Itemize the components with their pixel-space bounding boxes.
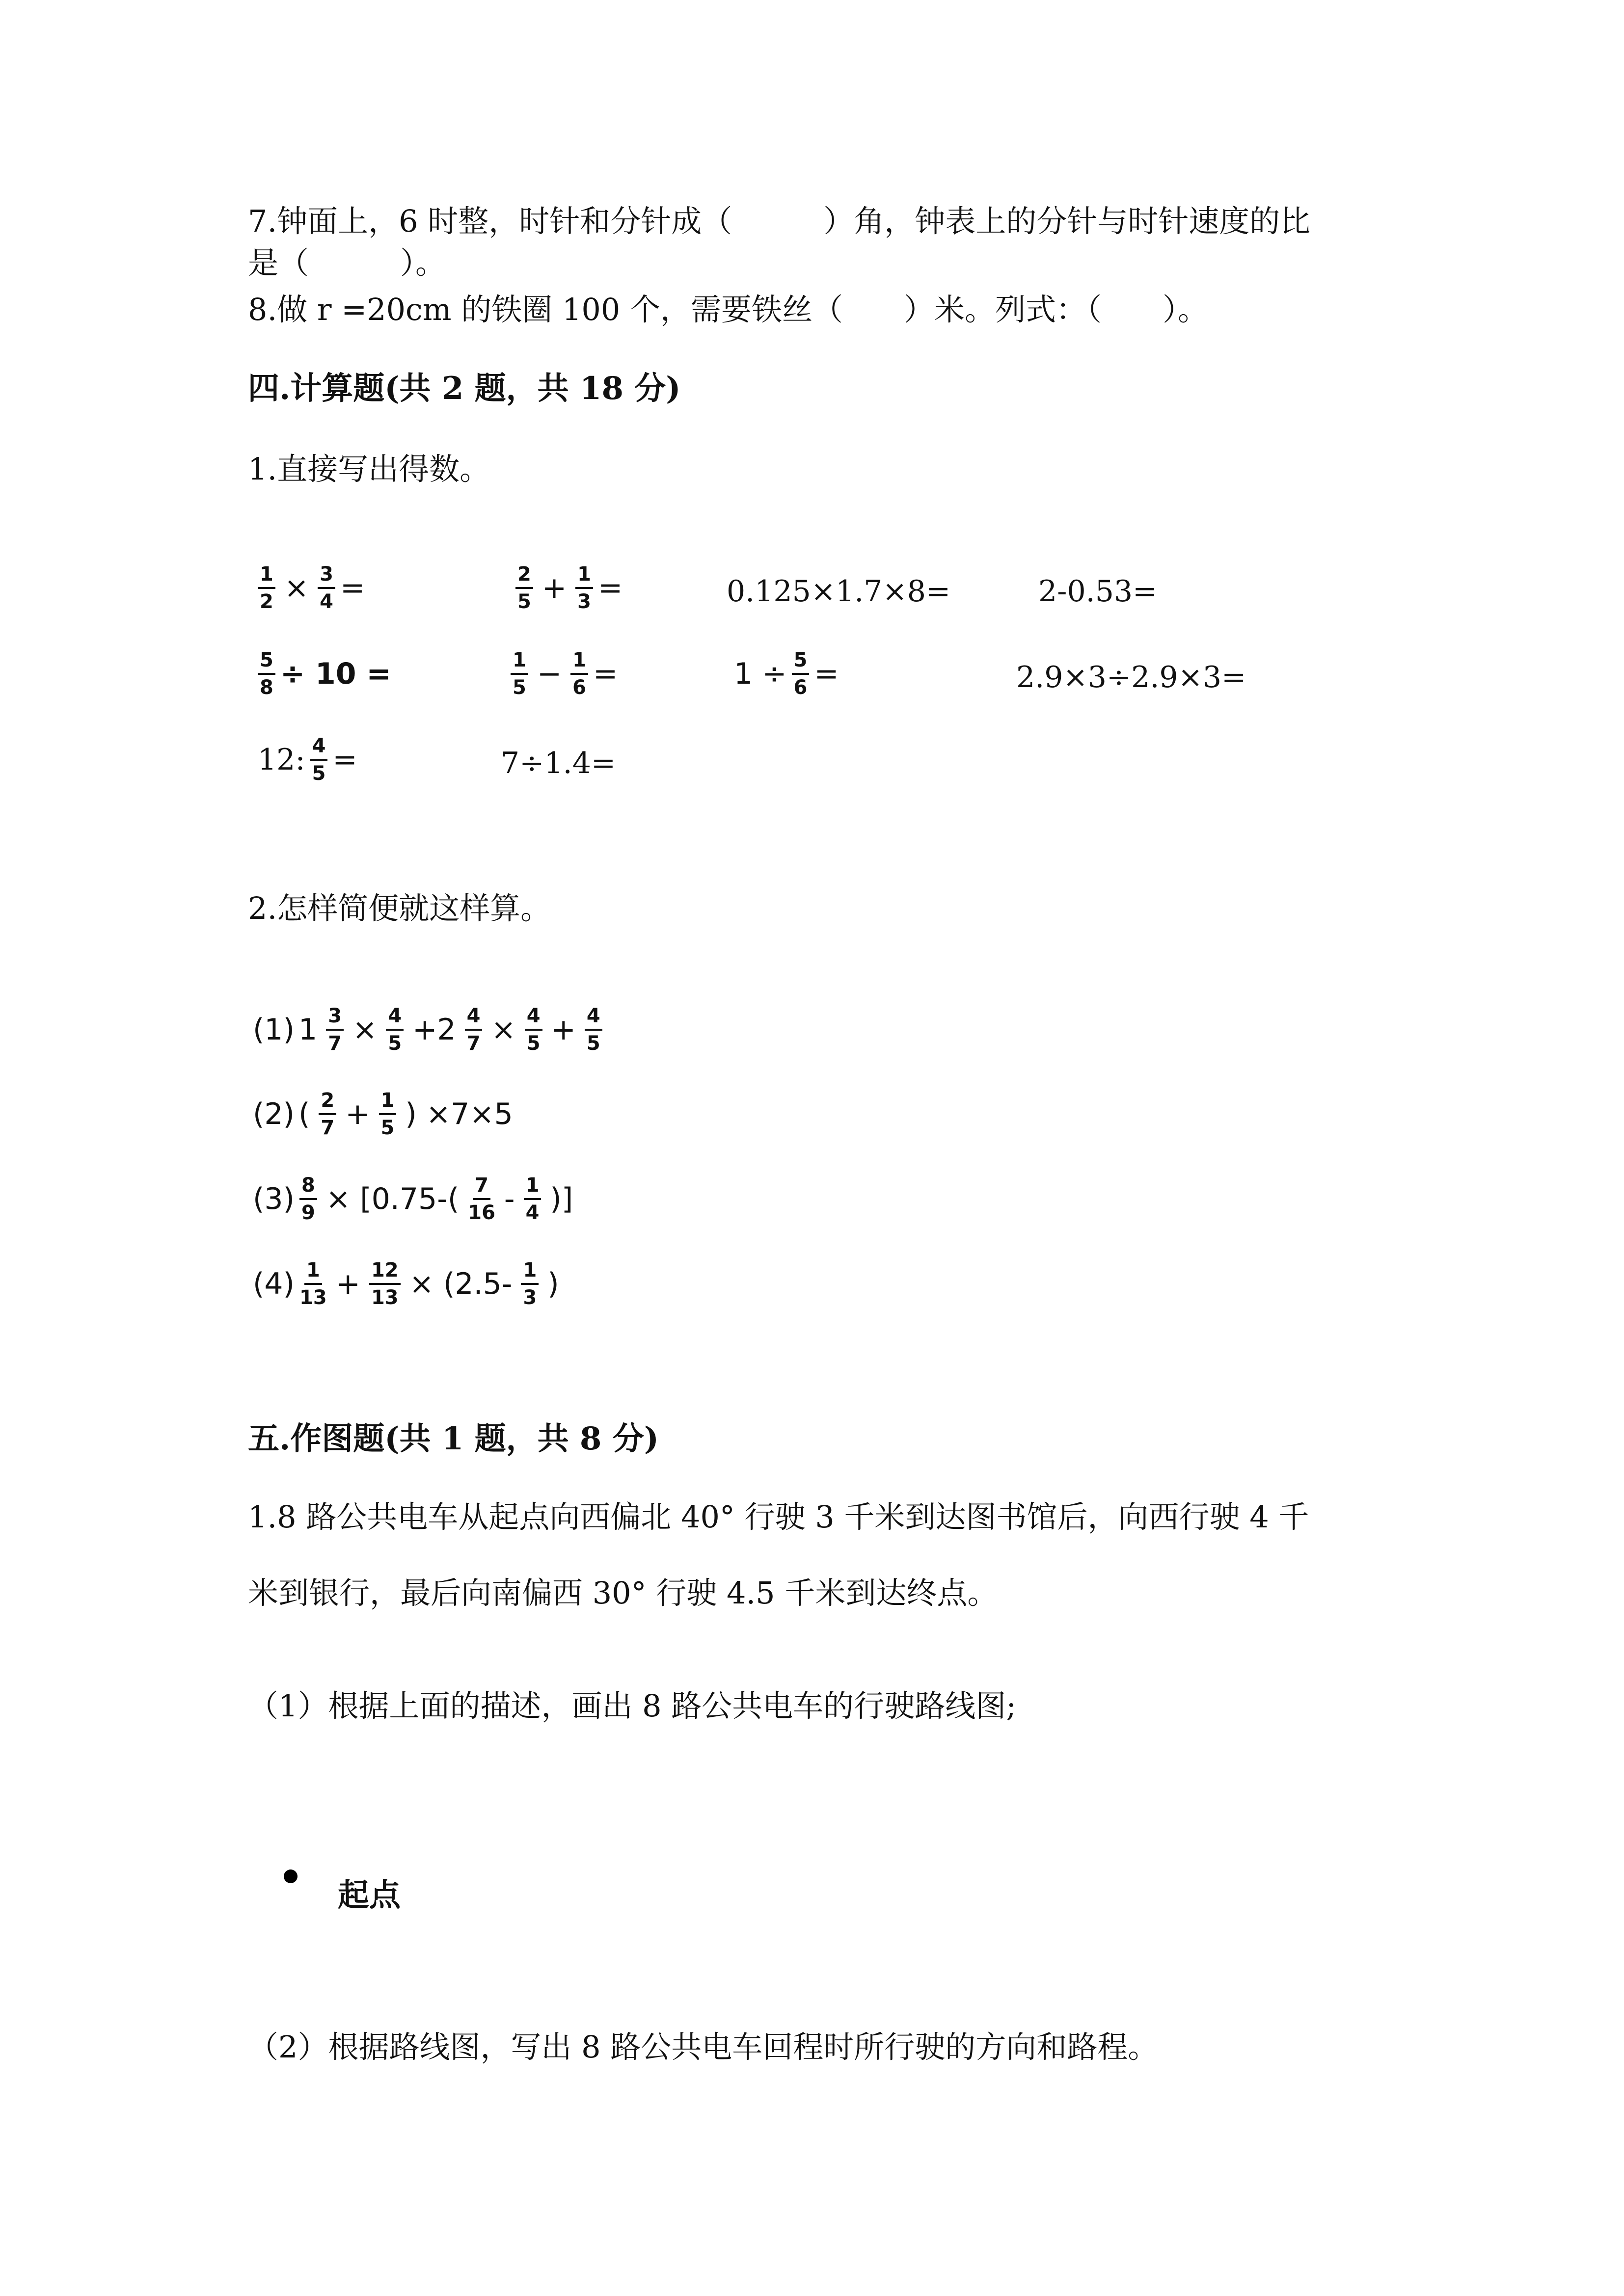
fraction: $\frac{4}{5}$ <box>386 1006 404 1053</box>
q7-line1: 7.钟面上，6 时整，时针和分针成（ ）角，钟表上的分针与时针速度的比 <box>248 203 1311 239</box>
q7-line2: 是（ ）。 <box>248 245 446 281</box>
fraction: $\frac{5}{6}$ <box>792 650 810 697</box>
calc-item-b4: 2.9×3÷2.9×3= <box>1016 660 1246 694</box>
fraction: $\frac{2}{5}$ <box>515 564 533 612</box>
section4-heading: 四.计算题(共 2 题，共 18 分) <box>248 370 681 407</box>
fraction: $\frac{3}{7}$ <box>326 1006 344 1053</box>
fraction: $\frac{1}{3}$ <box>575 564 593 612</box>
calc-item-a2: $\frac{2}{5}$ + $\frac{1}{3}$ = <box>511 564 623 612</box>
fraction: $\frac{1}{6}$ <box>570 650 588 697</box>
calc-item-a1: $\frac{1}{2}$ × $\frac{3}{4}$ = <box>253 564 365 612</box>
calc-item-a4: 2-0.53= <box>1038 574 1158 609</box>
fraction: $\frac{3}{4}$ <box>318 564 335 612</box>
fraction: $\frac{2}{7}$ <box>319 1091 336 1138</box>
simplify-problem-4: (4) $\frac{1}{13}$ + $\frac{12}{13}$ × (2.5- $\frac{1}{3}$ ) <box>253 1259 559 1309</box>
simplify-problem-3: (3) $\frac{8}{9}$ × [0.75-( $\frac{7}{16}$ - $\frac{1}{4}$ )] <box>253 1174 573 1224</box>
fraction: $\frac{4}{5}$ <box>585 1006 602 1053</box>
drawing-q1-line1: 1.8 路公共电车从起点向西偏北 40° 行驶 3 千米到达图书馆后，向西行驶 4 千 <box>248 1499 1309 1535</box>
calc-item-c1: 12: $\frac{4}{5}$ = <box>258 735 357 785</box>
fraction: $\frac{1}{5}$ <box>379 1091 397 1138</box>
calc-item-b2: $\frac{1}{5}$ − $\frac{1}{6}$ = <box>506 650 618 697</box>
fraction: $\frac{1}{3}$ <box>521 1260 539 1308</box>
calc-q1-title: 1.直接写出得数。 <box>248 451 490 487</box>
fraction: $\frac{1}{5}$ <box>511 650 528 697</box>
fraction: $\frac{7}{16}$ <box>468 1174 495 1224</box>
drawing-sub1: （1）根据上面的描述，画出 8 路公共电车的行驶路线图; <box>248 1688 1017 1724</box>
fraction: $\frac{4}{7}$ <box>465 1006 483 1053</box>
q8-text: 8.做 r =20cm 的铁圈 100 个，需要铁丝（ ）米。列式：（ ）。 <box>248 292 1209 327</box>
calc-item-a3: 0.125×1.7×8= <box>727 574 951 609</box>
calc-item-b3: 1 ÷ $\frac{5}{6}$ = <box>734 649 839 699</box>
fraction: $\frac{1}{2}$ <box>258 564 275 612</box>
drawing-sub2: （2）根据路线图，写出 8 路公共电车回程时所行驶的方向和路程。 <box>248 2029 1159 2065</box>
simplify-problem-2: (2) ( $\frac{2}{7}$ + $\frac{1}{5}$ ) ×7×5 <box>253 1089 513 1139</box>
fraction: $\frac{8}{9}$ <box>299 1175 317 1223</box>
drawing-q1-line2: 米到银行，最后向南偏西 30° 行驶 4.5 千米到达终点。 <box>248 1575 998 1611</box>
simplify-problem-1: (1) 1 $\frac{3}{7}$ × $\frac{4}{5}$ +2 $\frac{4}{7}$ × $\frac{4}{5}$ + $\frac{4}{5}$ <box>253 1006 607 1053</box>
fraction: $\frac{4}{5}$ <box>310 736 328 783</box>
fraction: $\frac{1}{4}$ <box>524 1175 541 1223</box>
section5-heading: 五.作图题(共 1 题，共 8 分) <box>248 1420 659 1457</box>
fraction: $\frac{4}{5}$ <box>525 1006 542 1053</box>
calc-item-c2: 7÷1.4= <box>501 746 616 780</box>
calc-item-b1: $\frac{5}{8}$ ÷ 10 = <box>253 650 391 697</box>
start-point-dot <box>284 1869 298 1883</box>
fraction: $\frac{5}{8}$ <box>258 650 275 697</box>
fraction: $\frac{12}{13}$ <box>369 1260 401 1308</box>
calc-q2-title: 2.怎样简便就这样算。 <box>248 890 551 926</box>
start-point-label: 起点 <box>338 1877 401 1914</box>
fraction: $\frac{1}{13}$ <box>299 1259 327 1309</box>
